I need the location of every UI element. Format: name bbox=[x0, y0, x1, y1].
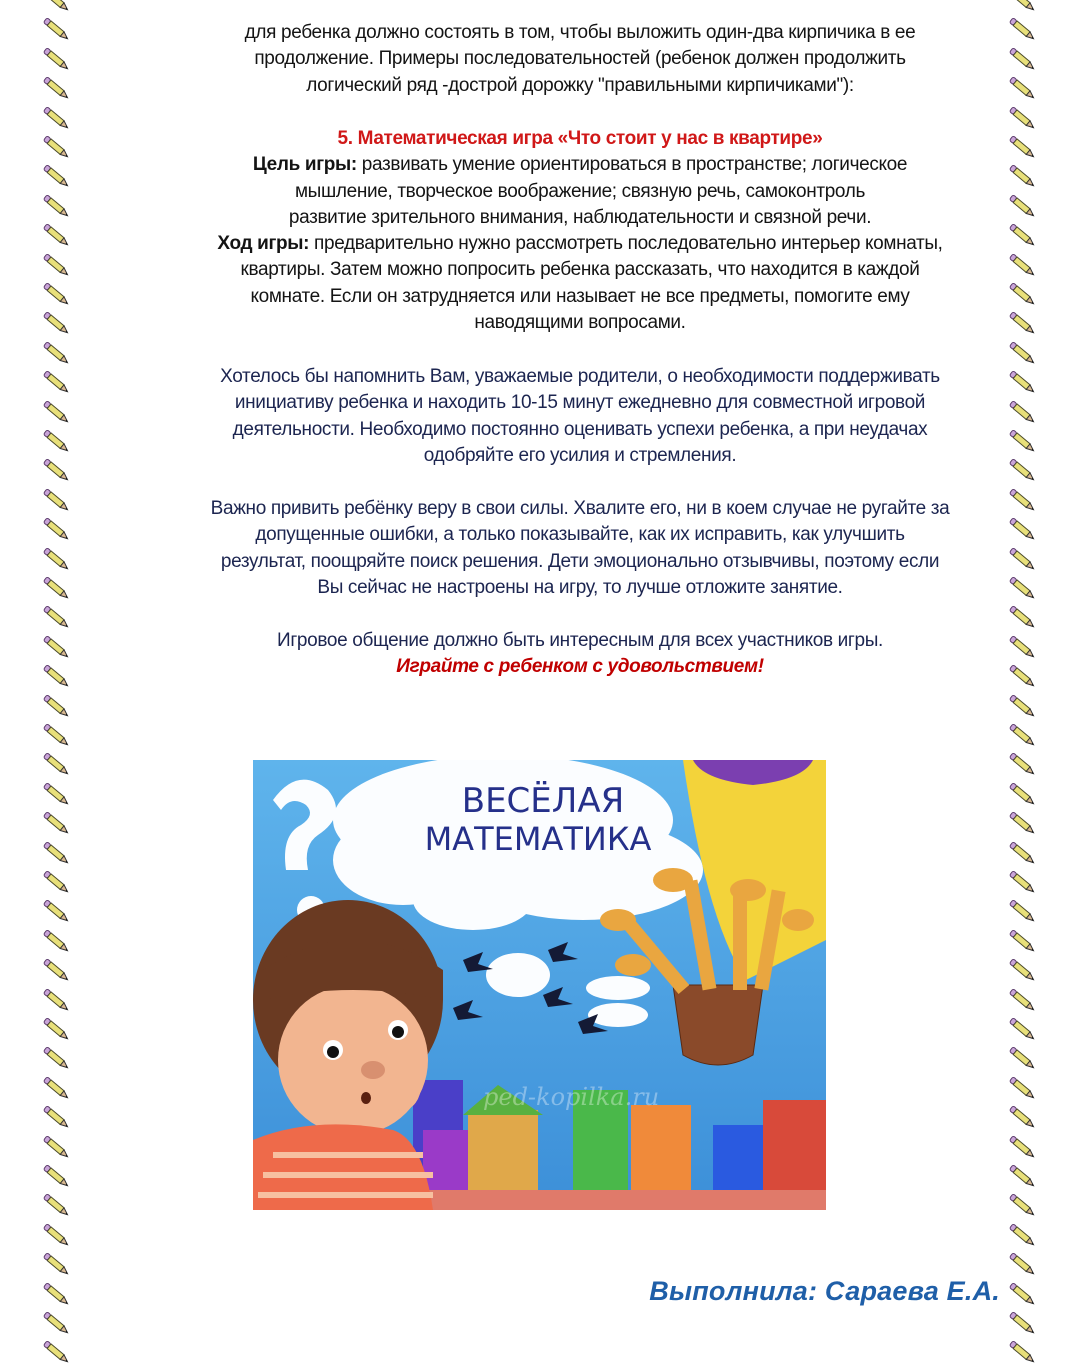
text-line: допущенные ошибки, а только показывайте, как их исправить, как улучшить bbox=[255, 524, 905, 546]
pencil-icon bbox=[40, 956, 72, 989]
pencil-icon bbox=[40, 1221, 72, 1254]
pencil-icon bbox=[1006, 956, 1038, 989]
pencil-icon bbox=[40, 1280, 72, 1313]
pencil-icon bbox=[40, 603, 72, 636]
pencil-icon bbox=[1006, 280, 1038, 313]
pencil-icon bbox=[40, 309, 72, 342]
text-line: продолжение. Примеры последовательностей (ребенок должен продолжить bbox=[254, 48, 906, 70]
pencil-icon bbox=[1006, 574, 1038, 607]
watermark: ped-kopilka.ru bbox=[483, 1083, 660, 1111]
pencil-icon bbox=[40, 15, 72, 48]
pencil-icon bbox=[1006, 662, 1038, 695]
pencil-icon bbox=[1006, 74, 1038, 107]
pencil-icon bbox=[1006, 780, 1038, 813]
pencil-icon bbox=[1006, 133, 1038, 166]
pencil-icon bbox=[1006, 1191, 1038, 1224]
pencil-icon bbox=[40, 251, 72, 284]
paragraph-confidence bbox=[150, 496, 1010, 601]
text-line: мышление, творческое воображение; связную речь, самоконтроль bbox=[294, 180, 866, 202]
pencil-icon bbox=[1006, 309, 1038, 342]
pencil-icon bbox=[1006, 986, 1038, 1019]
pencil-icon bbox=[40, 1250, 72, 1283]
pencil-icon bbox=[40, 427, 72, 460]
pencil-icon bbox=[40, 1074, 72, 1107]
picture-title-line1: ВЕСЁЛАЯ bbox=[461, 781, 625, 821]
pencil-icon bbox=[1006, 1015, 1038, 1048]
pencil-icon bbox=[1006, 1074, 1038, 1107]
pencil-icon bbox=[40, 721, 72, 754]
pencil-icon bbox=[1006, 1280, 1038, 1313]
pencil-icon bbox=[1006, 251, 1038, 284]
text-line: Хотелось бы напомнить Вам, уважаемые родители, о необходимости поддерживать bbox=[220, 366, 940, 387]
pencil-icon bbox=[1006, 839, 1038, 872]
pencil-icon bbox=[40, 133, 72, 166]
pencil-icon bbox=[40, 74, 72, 107]
closing-slogan: Играйте с ребенком с удовольствием! bbox=[396, 656, 764, 678]
pencil-icon bbox=[1006, 603, 1038, 636]
pencil-icon bbox=[40, 1191, 72, 1224]
pencil-icon bbox=[40, 1044, 72, 1077]
pencil-icon bbox=[40, 1103, 72, 1136]
pencil-icon bbox=[1006, 1250, 1038, 1283]
pencil-icon bbox=[1006, 398, 1038, 431]
pencil-icon bbox=[40, 897, 72, 930]
pencil-icon bbox=[1006, 192, 1038, 225]
pencil-icon bbox=[40, 1162, 72, 1195]
pencil-icon bbox=[40, 339, 72, 372]
text-line: для ребенка должно состоять в том, чтобы выложить один-два кирпичика в ее bbox=[244, 22, 916, 43]
pencil-icon bbox=[1006, 427, 1038, 460]
text-line: одобряйте его усилия и стремления. bbox=[423, 444, 737, 466]
pencil-icon bbox=[1006, 897, 1038, 930]
pencil-icon bbox=[1006, 486, 1038, 519]
pencil-icon bbox=[40, 280, 72, 313]
text-line: инициативу ребенка и находить 10-15 минут ежедневно для совместной игровой bbox=[234, 392, 926, 414]
pencil-icon bbox=[40, 1338, 72, 1371]
text-line: комнате. Если он затрудняется или называет не все предметы, помогите ему bbox=[250, 285, 910, 307]
game-title: 5. Математическая игра «Что стоит у нас в квартире» bbox=[337, 128, 823, 149]
pencil-icon bbox=[40, 104, 72, 137]
pencil-icon bbox=[40, 456, 72, 489]
text-line: наводящими вопросами. bbox=[474, 312, 686, 334]
text-line: Вы сейчас не настроены на игру, то лучше отложите занятие. bbox=[317, 576, 843, 598]
pencil-icon bbox=[40, 486, 72, 519]
pencil-icon bbox=[1006, 721, 1038, 754]
pencil-icon bbox=[1006, 515, 1038, 548]
picture-title-line2: МАТЕМАТИКА bbox=[424, 820, 652, 858]
pencil-icon bbox=[1006, 104, 1038, 137]
pencil-icon bbox=[40, 633, 72, 666]
pencil-icon bbox=[1006, 633, 1038, 666]
pencil-icon bbox=[40, 1133, 72, 1166]
pencil-icon bbox=[1006, 339, 1038, 372]
process-label: Ход игры: bbox=[217, 233, 310, 255]
intro-text bbox=[150, 20, 1010, 99]
pencil-icon bbox=[40, 1309, 72, 1342]
paragraph-closing bbox=[150, 628, 1010, 681]
paragraph-support bbox=[150, 364, 1010, 469]
author-signature: Выполнила: Сараева Е.А. bbox=[649, 1276, 1000, 1306]
pencil-icon bbox=[1006, 368, 1038, 401]
text-line: Игровое общение должно быть интересным для всех участников игры. bbox=[277, 630, 883, 651]
merry-math-illustration bbox=[253, 760, 826, 1210]
pencil-icon bbox=[40, 45, 72, 78]
text-line: деятельности. Необходимо постоянно оценивать успехи ребенка, а при неудачах bbox=[232, 418, 928, 440]
pencil-icon bbox=[1006, 868, 1038, 901]
text-line: квартиры. Затем можно попросить ребенка рассказать, что находится в каждой bbox=[240, 259, 920, 281]
pencil-icon bbox=[40, 398, 72, 431]
pencil-icon bbox=[40, 868, 72, 901]
pencil-icon bbox=[1006, 1162, 1038, 1195]
pencil-icon bbox=[1006, 15, 1038, 48]
pencil-icon bbox=[1006, 45, 1038, 78]
pencil-icon bbox=[40, 192, 72, 225]
pencil-icon bbox=[1006, 1044, 1038, 1077]
pencil-icon bbox=[1006, 162, 1038, 195]
text-line: развитие зрительного внимания, наблюдательности и связной речи. bbox=[288, 206, 872, 228]
pencil-icon bbox=[40, 162, 72, 195]
pencil-icon bbox=[1006, 1221, 1038, 1254]
pencil-icon bbox=[1006, 1338, 1038, 1371]
goal-label: Цель игры: bbox=[252, 154, 357, 176]
text-line: логический ряд -дострой дорожку "правильными кирпичиками"): bbox=[306, 74, 854, 96]
pencil-icon bbox=[40, 368, 72, 401]
text-line: Важно привить ребёнку веру в свои силы. Хвалите его, ни в коем случае не ругайте за bbox=[210, 498, 950, 519]
pencil-icon bbox=[40, 750, 72, 783]
pencil-icon bbox=[1006, 809, 1038, 842]
game-section bbox=[150, 126, 1010, 336]
pencil-icon bbox=[40, 692, 72, 725]
pencil-icon bbox=[40, 221, 72, 254]
pencil-icon bbox=[40, 662, 72, 695]
pencil-border-left bbox=[40, 0, 80, 1363]
pencil-icon bbox=[1006, 1309, 1038, 1342]
pencil-icon bbox=[1006, 1103, 1038, 1136]
pencil-icon bbox=[1006, 750, 1038, 783]
pencil-icon bbox=[1006, 545, 1038, 578]
pencil-icon bbox=[1006, 456, 1038, 489]
pencil-border-right bbox=[1006, 0, 1046, 1363]
pencil-icon bbox=[1006, 221, 1038, 254]
pencil-icon bbox=[40, 839, 72, 872]
pencil-icon bbox=[40, 780, 72, 813]
process-text: предварительно нужно рассмотреть последовательно интерьер комнаты, bbox=[309, 233, 943, 255]
pencil-icon bbox=[1006, 692, 1038, 725]
pencil-icon bbox=[1006, 927, 1038, 960]
pencil-icon bbox=[40, 515, 72, 548]
pencil-icon bbox=[40, 986, 72, 1019]
pencil-icon bbox=[40, 574, 72, 607]
pencil-icon bbox=[40, 809, 72, 842]
text-line: результат, поощряйте поиск решения. Дети эмоционально отзывчивы, поэтому если bbox=[220, 550, 940, 572]
pencil-icon bbox=[40, 545, 72, 578]
pencil-icon bbox=[40, 1015, 72, 1048]
pencil-icon bbox=[40, 927, 72, 960]
goal-text: развивать умение ориентироваться в пространстве; логическое bbox=[356, 154, 908, 176]
pencil-icon bbox=[1006, 1133, 1038, 1166]
